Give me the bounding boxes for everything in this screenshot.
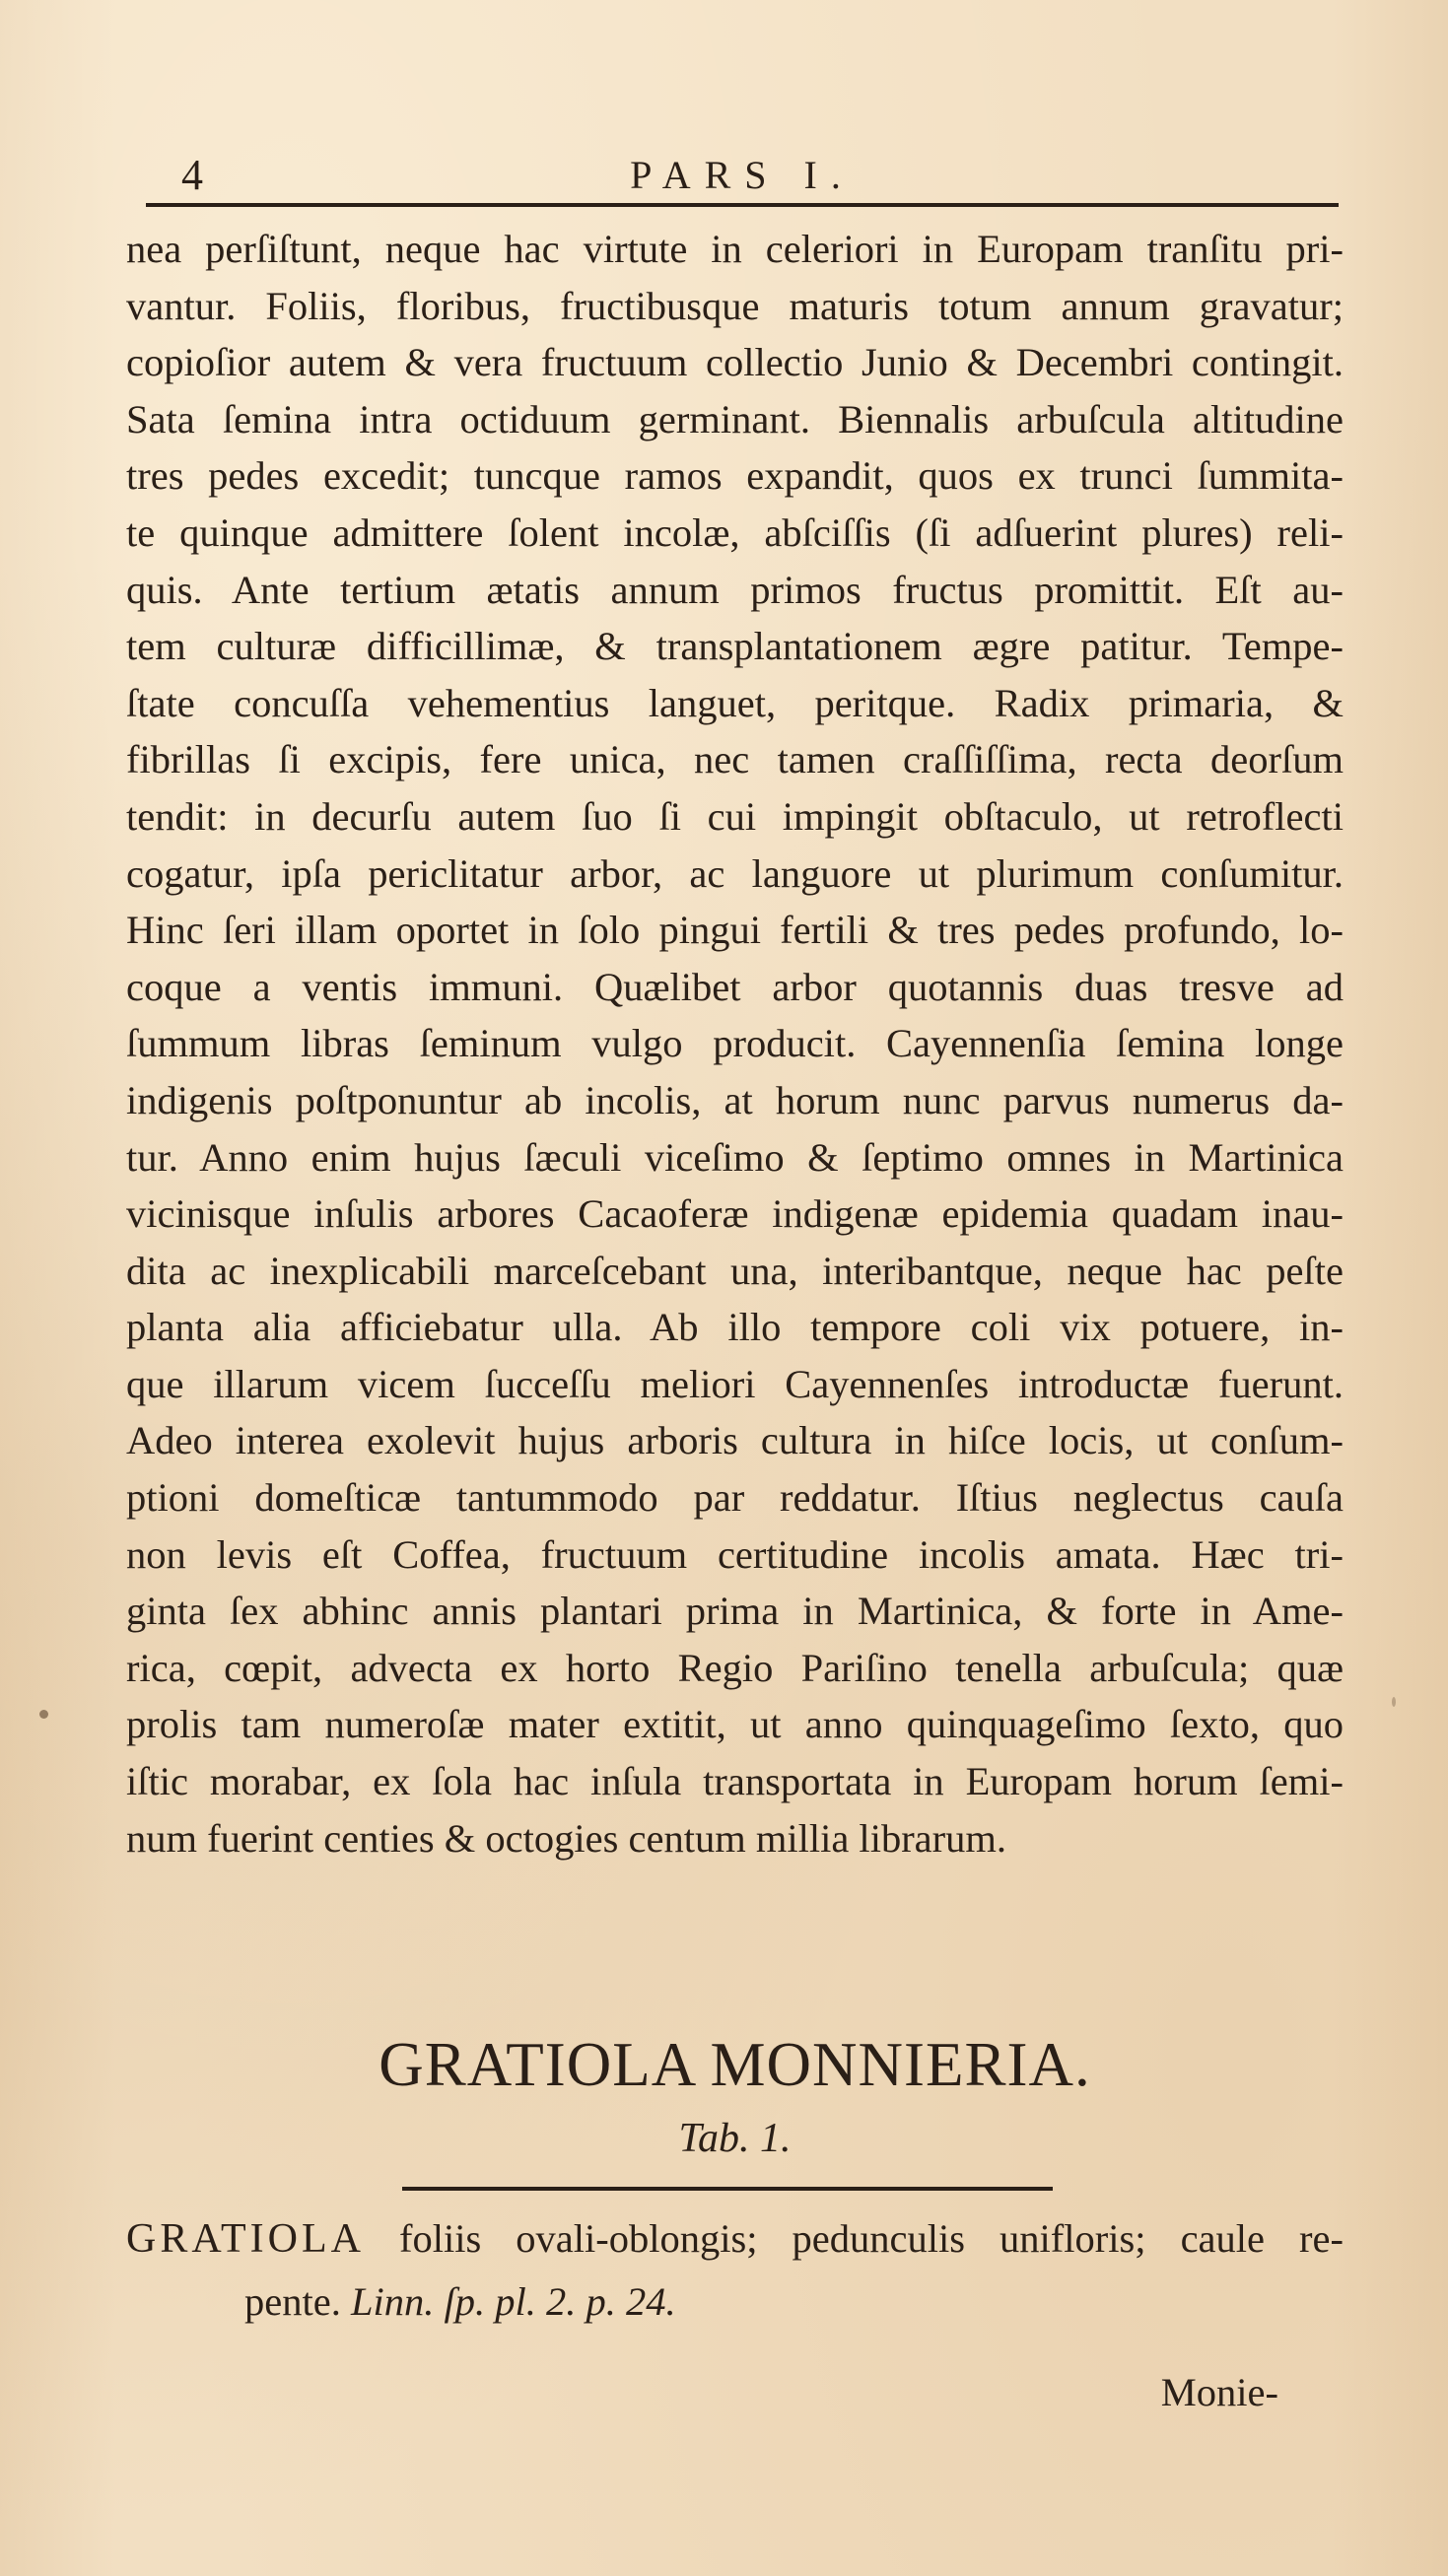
text-line: fibrillas ſi excipis, fere unica, nec tamen craſſiſſima, recta deorſum bbox=[126, 737, 1344, 782]
description-line bbox=[126, 2207, 1344, 2271]
text-line: tur. Anno enim hujus ſæculi viceſimo & ſeptimo omnes in Martinica bbox=[126, 1134, 1344, 1180]
text-line: planta alia afficiebatur ulla. Ab illo tempore coli vix potuere, in- bbox=[126, 1305, 1344, 1350]
paper-speck bbox=[39, 1710, 48, 1719]
text-line: ſtate concuſſa vehementius languet, peritque. Radix primaria, & bbox=[126, 680, 1344, 725]
text-line: iſtic morabar, ex ſola hac inſula transportata in Europam horum ſemi- bbox=[126, 1759, 1344, 1804]
text-line: rica, cœpit, advecta ex horto Regio Pariſino tenella arbuſcula; quæ bbox=[126, 1645, 1344, 1690]
text-line: ptioni domeſticæ tantummodo par reddatur. Iſtius neglectus cauſa bbox=[126, 1475, 1344, 1521]
species-title: GRATIOLA MONNIERIA. bbox=[379, 2030, 1091, 2099]
text-line: tres pedes excedit; tuncque ramos expandit, quos ex trunci ſummita- bbox=[126, 453, 1344, 499]
text-line: Hinc ſeri illam oportet in ſolo pingui fertili & tres pedes profundo, lo- bbox=[126, 908, 1344, 953]
linnaeus-reference: Linn. ſp. pl. 2. p. 24. bbox=[350, 2279, 676, 2324]
text-line: dita ac inexplicabili marceſcebant una, interibantque, neque hac peſte bbox=[126, 1248, 1344, 1293]
diagnosis-text: foliis ovali-oblongis; pedunculis unifloris; caule re- bbox=[364, 2216, 1344, 2261]
page-number: 4 bbox=[181, 151, 203, 199]
text-line: ginta ſex abhinc annis plantari prima in Martinica, & forte in Ame- bbox=[126, 1589, 1344, 1634]
text-line: ſummum libras ſeminum vulgo producit. Cayennenſia ſemina longe bbox=[126, 1021, 1344, 1066]
page-header bbox=[146, 146, 1339, 205]
text-line: te quinque admittere ſolent incolæ, abſciſſis (ſi adſuerint plures) reli- bbox=[126, 509, 1344, 555]
paper-speck bbox=[1392, 1697, 1396, 1707]
text-line: tendit: in decurſu autem ſuo ſi cui impingit obſtaculo, ut retroflecti bbox=[126, 793, 1344, 839]
text-line: tem culturæ difficillimæ, & transplantationem ægre patitur. Tempe- bbox=[126, 624, 1344, 669]
diagnosis-continuation: pente. bbox=[244, 2279, 351, 2324]
title-rule bbox=[402, 2187, 1053, 2191]
plate-reference: Tab. 1. bbox=[678, 2116, 792, 2161]
species-description bbox=[126, 2207, 1344, 2333]
text-line: que illarum vicem ſucceſſu meliori Cayennenſes introductæ fuerunt. bbox=[126, 1361, 1344, 1406]
text-line: nea perſiſtunt, neque hac virtute in celeriori in Europam tranſitu pri- bbox=[126, 227, 1344, 271]
text-line: Sata ſemina intra octiduum germinant. Biennalis arbuſcula altitudine bbox=[126, 396, 1344, 441]
text-line: vicinisque inſulis arbores Cacaoferæ indigenæ epidemia quadam inau- bbox=[126, 1191, 1344, 1237]
body-text bbox=[126, 221, 1344, 1866]
text-line: copioſior autem & vera fructuum collectio Junio & Decembri contingit. bbox=[126, 340, 1344, 385]
header-rule bbox=[146, 203, 1339, 207]
text-line: Adeo interea exolevit hujus arboris cultura in hiſce locis, ut conſum- bbox=[126, 1418, 1344, 1463]
text-line: vantur. Foliis, floribus, fructibusque maturis totum annum gravatur; bbox=[126, 283, 1344, 328]
running-head: PARS I. bbox=[630, 153, 855, 197]
text-line: non levis eſt Coffea, fructuum certitudine incolis amata. Hæc tri- bbox=[126, 1531, 1344, 1577]
text-line: quis. Ante tertium ætatis annum primos fructus promittit. Eſt au- bbox=[126, 567, 1344, 612]
text-line: num fuerint centies & octogies centum millia librarum. bbox=[126, 1815, 1007, 1861]
text-line: cogatur, ipſa periclitatur arbor, ac languore ut plurimum conſumitur. bbox=[126, 850, 1344, 896]
catchword: Monie- bbox=[1160, 2370, 1278, 2414]
text-line: prolis tam numeroſæ mater extitit, ut anno quinquageſimo ſexto, quo bbox=[126, 1702, 1344, 1747]
description-line bbox=[126, 2271, 1344, 2333]
text-line: coque a ventis immuni. Quælibet arbor quotannis duas tresve ad bbox=[126, 964, 1344, 1009]
genus-name: GRATIOLA bbox=[126, 2216, 365, 2262]
text-line: indigenis poſtponuntur ab incolis, at horum nunc parvus numerus da- bbox=[126, 1077, 1344, 1122]
